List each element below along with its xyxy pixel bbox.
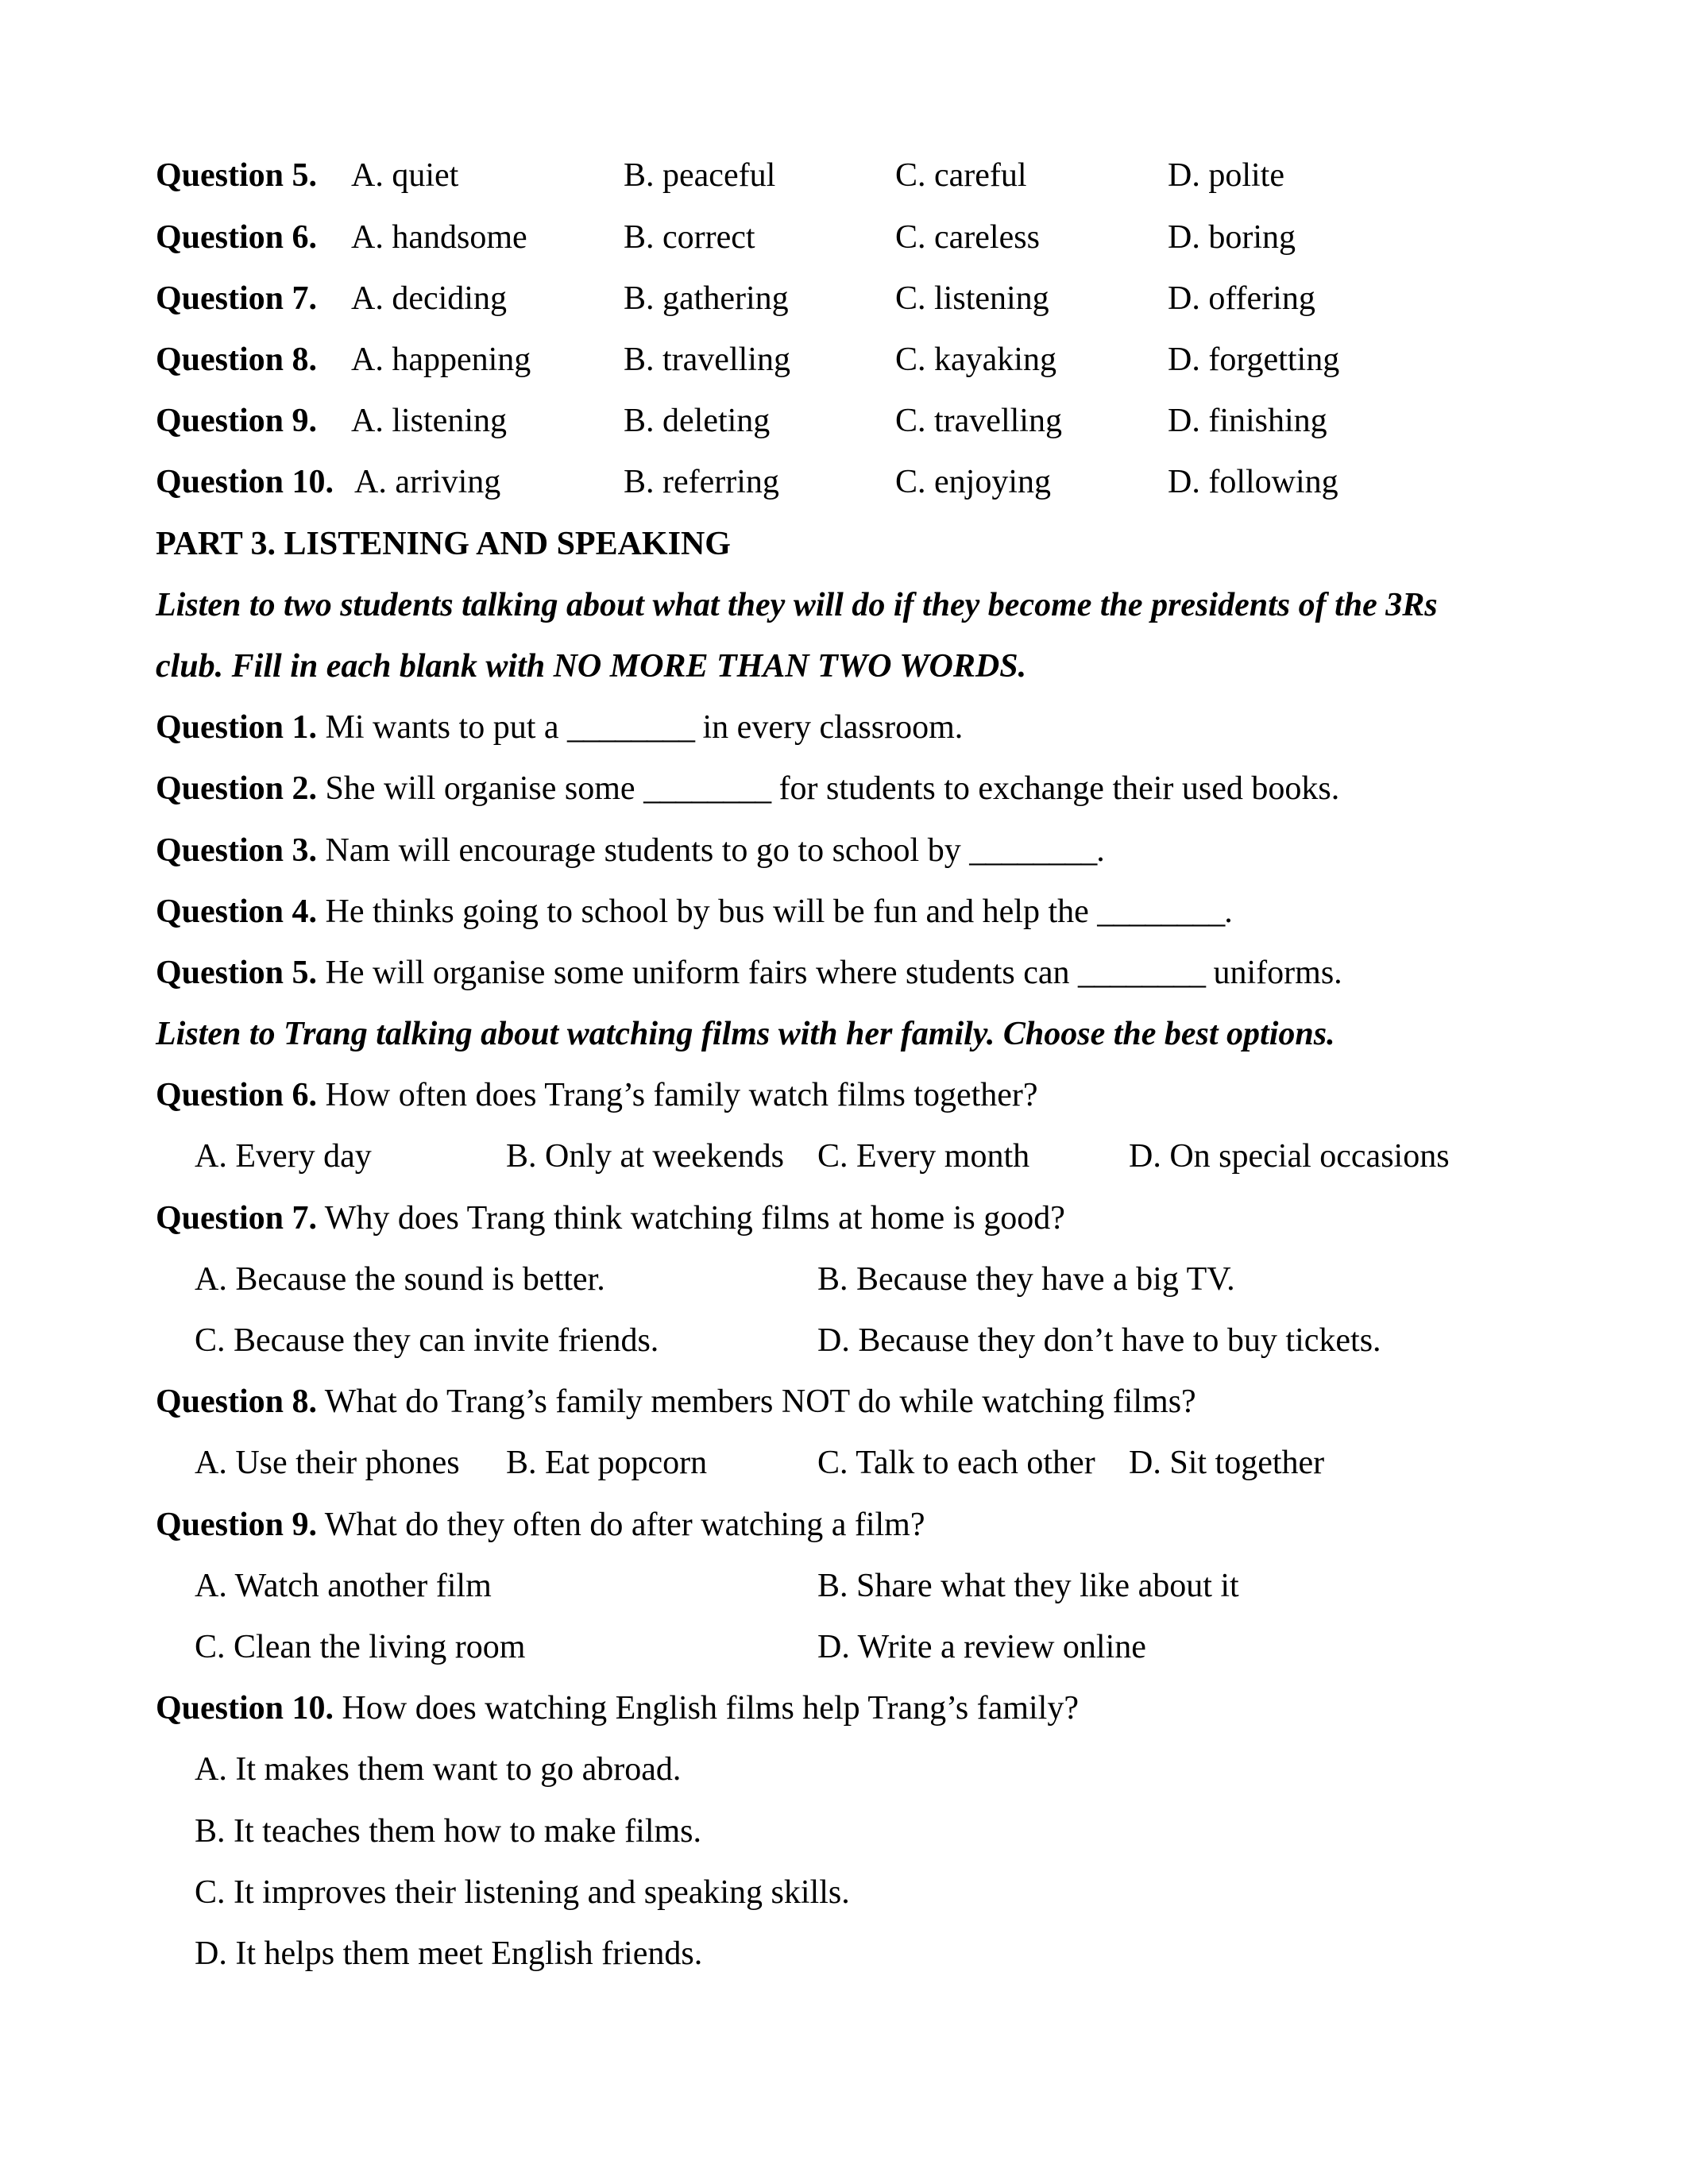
option-a: A. listening xyxy=(351,403,507,439)
option-b: B. travelling xyxy=(624,341,790,378)
option-c[interactable]: C. Clean the living room xyxy=(195,1629,526,1665)
question-number: Question 3. xyxy=(156,832,318,869)
option-a: A. arriving xyxy=(354,464,501,500)
question-number: Question 6. xyxy=(156,1077,318,1113)
question-text: Mi wants to put a xyxy=(317,709,568,746)
option-d[interactable]: D. It helps them meet English friends. xyxy=(195,1935,703,1972)
option-d: D. finishing xyxy=(1168,403,1327,439)
answer-blank[interactable]: ________ xyxy=(1097,893,1225,930)
option-c: C. careless xyxy=(895,219,1040,256)
option-d: D. polite xyxy=(1168,157,1284,194)
question-number: Question 7. xyxy=(156,280,318,317)
option-d[interactable]: D. Sit together xyxy=(1129,1445,1325,1481)
mc-question xyxy=(156,1377,1196,1426)
question-text: . xyxy=(1224,893,1233,930)
question-text: uniforms. xyxy=(1205,955,1342,991)
question-text: Why does Trang think watching films at home is good? xyxy=(317,1200,1065,1237)
option-b[interactable]: B. Eat popcorn xyxy=(506,1445,708,1481)
fill-question xyxy=(156,887,1233,936)
option-d: D. following xyxy=(1168,464,1338,500)
question-text: . xyxy=(1096,832,1105,869)
question-number: Question 5. xyxy=(156,157,318,194)
answer-blank[interactable]: ________ xyxy=(567,709,695,746)
mc-question xyxy=(156,1684,1079,1733)
option-b[interactable]: B. Because they have a big TV. xyxy=(817,1261,1235,1298)
question-number: Question 7. xyxy=(156,1200,318,1237)
option-a: A. happening xyxy=(351,341,531,378)
question-text: He will organise some uniform fairs where students can xyxy=(317,955,1079,991)
option-b: B. correct xyxy=(624,219,755,256)
option-a: A. deciding xyxy=(351,280,507,317)
question-number: Question 10. xyxy=(156,1690,334,1727)
option-c: C. careful xyxy=(895,157,1027,194)
question-number: Question 10. xyxy=(156,464,334,500)
question-number: Question 6. xyxy=(156,219,318,256)
option-a[interactable]: A. Every day xyxy=(195,1138,372,1175)
question-text: in every classroom. xyxy=(694,709,964,746)
option-b[interactable]: B. Only at weekends xyxy=(506,1138,784,1175)
option-b: B. gathering xyxy=(624,280,789,317)
option-d: D. forgetting xyxy=(1168,341,1340,378)
mc-question xyxy=(156,1071,1038,1120)
option-c: C. travelling xyxy=(895,403,1062,439)
option-d: D. boring xyxy=(1168,219,1296,256)
question-number: Question 8. xyxy=(156,341,318,378)
option-c: C. kayaking xyxy=(895,341,1056,378)
option-b[interactable]: B. Share what they like about it xyxy=(817,1568,1239,1604)
option-b: B. peaceful xyxy=(624,157,776,194)
option-c[interactable]: C. Because they can invite friends. xyxy=(195,1322,659,1359)
question-text: Nam will encourage students to go to school by xyxy=(317,832,970,869)
option-d[interactable]: D. Write a review online xyxy=(817,1629,1146,1665)
mc-question xyxy=(156,1500,925,1549)
option-c[interactable]: C. Talk to each other xyxy=(817,1445,1095,1481)
question-number: Question 1. xyxy=(156,709,318,746)
question-text: What do they often do after watching a film? xyxy=(317,1507,925,1543)
option-a[interactable]: A. Watch another film xyxy=(195,1568,492,1604)
question-text: He thinks going to school by bus will be fun and help the xyxy=(317,893,1098,930)
question-text: for students to exchange their used books. xyxy=(771,770,1340,807)
option-c: C. listening xyxy=(895,280,1049,317)
option-a: A. quiet xyxy=(351,157,459,194)
option-c[interactable]: C. It improves their listening and speaking skills. xyxy=(195,1874,850,1911)
fill-question xyxy=(156,948,1342,997)
option-b: B. referring xyxy=(624,464,779,500)
question-number: Question 8. xyxy=(156,1383,318,1420)
option-d[interactable]: D. On special occasions xyxy=(1129,1138,1450,1175)
option-a: A. handsome xyxy=(351,219,527,256)
fill-question xyxy=(156,703,963,752)
question-number: Question 4. xyxy=(156,893,318,930)
answer-blank[interactable]: ________ xyxy=(969,832,1097,869)
option-d[interactable]: D. Because they don’t have to buy tickets. xyxy=(817,1322,1381,1359)
question-text: How does watching English films help Trang’s family? xyxy=(334,1690,1079,1727)
question-number: Question 2. xyxy=(156,770,318,807)
question-number: Question 9. xyxy=(156,403,318,439)
option-a[interactable]: A. Use their phones xyxy=(195,1445,460,1481)
answer-blank[interactable]: ________ xyxy=(1078,955,1206,991)
option-b: B. deleting xyxy=(624,403,771,439)
question-number: Question 9. xyxy=(156,1507,318,1543)
mc-question xyxy=(156,1194,1065,1243)
section-heading: PART 3. LISTENING AND SPEAKING xyxy=(156,526,731,562)
question-number: Question 5. xyxy=(156,955,318,991)
option-b[interactable]: B. It teaches them how to make films. xyxy=(195,1813,702,1850)
option-c[interactable]: C. Every month xyxy=(817,1138,1030,1175)
fill-question xyxy=(156,826,1105,875)
question-text: She will organise some xyxy=(317,770,644,807)
question-text: What do Trang’s family members NOT do while watching films? xyxy=(317,1383,1196,1420)
option-c: C. enjoying xyxy=(895,464,1051,500)
answer-blank[interactable]: ________ xyxy=(643,770,771,807)
option-a[interactable]: A. It makes them want to go abroad. xyxy=(195,1751,682,1788)
instruction-text: Listen to two students talking about what they will do if they become the presidents of the 3Rs xyxy=(156,587,1438,623)
option-d: D. offering xyxy=(1168,280,1315,317)
fill-question xyxy=(156,764,1339,813)
instruction-text: Listen to Trang talking about watching films with her family. Choose the best options. xyxy=(156,1016,1335,1052)
instruction-text: club. Fill in each blank with NO MORE THAN TWO WORDS. xyxy=(156,648,1027,685)
option-a[interactable]: A. Because the sound is better. xyxy=(195,1261,605,1298)
question-text: How often does Trang’s family watch films together? xyxy=(317,1077,1038,1113)
